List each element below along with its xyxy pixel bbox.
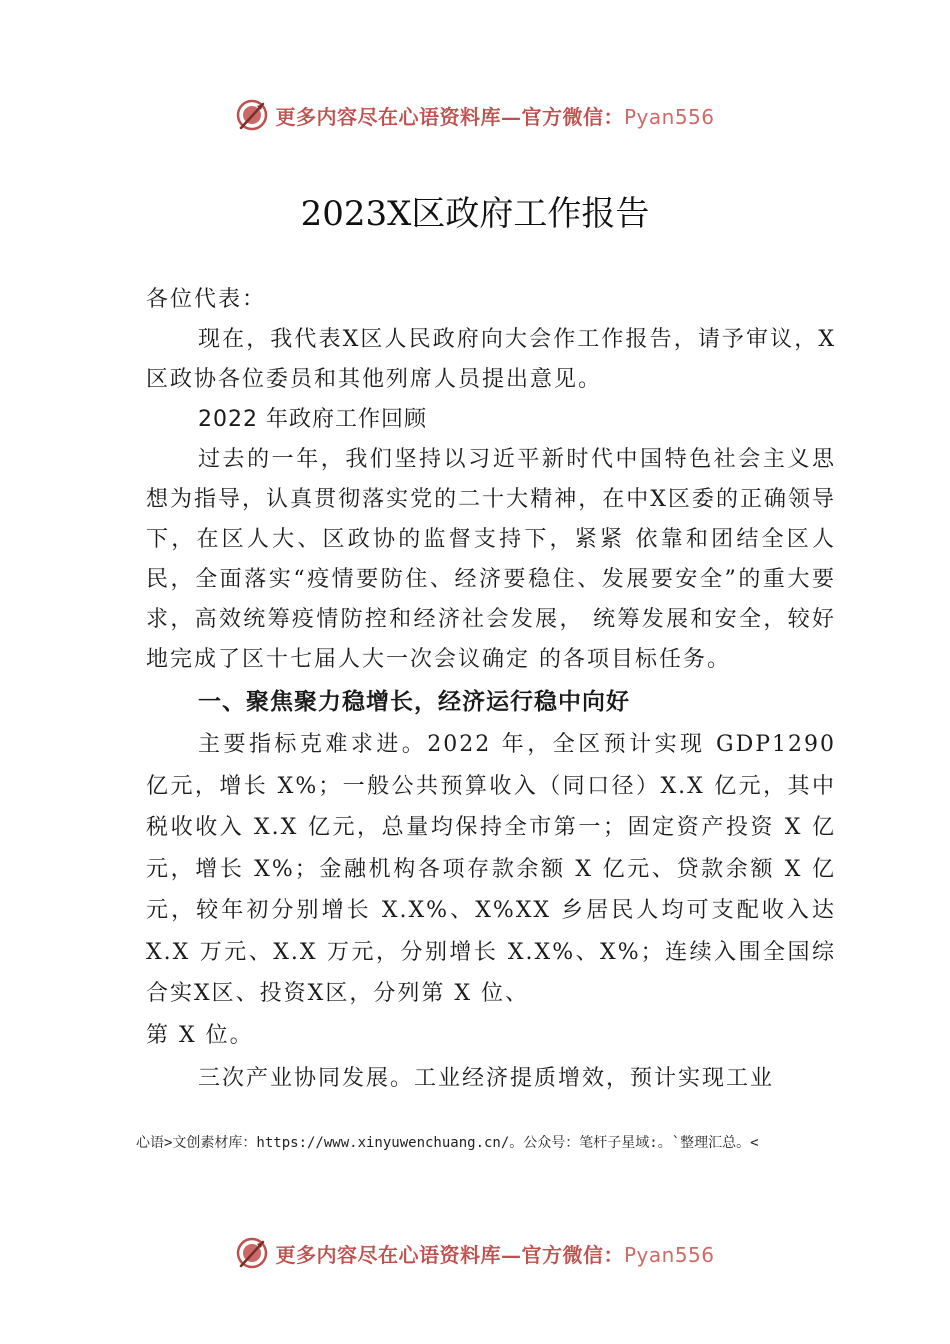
banner-label: 更多内容尽在心语资料库—官方微信： [275,1242,624,1267]
review-paragraph: 过去的一年，我们坚持以习近平新时代中国特色社会主义思想为指导，认真贯彻落实党的二十大精神，在中X区委的正确领导下，在区人大、区政协的监督支持下，紧紧 依靠和团结全区人民，全面落实“疫情要防住、经济要稳住、发展要安全”的重大要求，高效统筹疫情防控和经济社会发展， 统筹发展和安全，较好地完成了区十七届人大一次会议确定 的各项目标任务。 [146,447,836,672]
top-banner [0,95,950,135]
banner-text [275,1239,714,1268]
bottom-banner [0,1233,950,1273]
section-heading: 2022 年政府工作回顾 [198,407,427,432]
part1-tail: 第 X 位。 [146,1022,254,1048]
footer-note: 心语>文创素材库：https://www.xinyuwenchuang.cn/。公众号：笔杆子星域:。`整理汇总。< [136,1135,759,1151]
quill-seal-icon [235,98,269,132]
part1-paragraph: 主要指标克难求进。2022 年，全区预计实现 GDP1290 亿元，增长 X%；一般公共预算收入（同口径）X.X 亿元，其中税收收入 X.X 亿元，总量均保持全市第一；固定资产投资 X 亿元，增长 X%；金融机构各项存款余额 X 亿元、贷款余额 X 亿元，较年初分别增长 X.X%、X%XX 乡居民人均可支配收入达 X.X 万元、X.X 万元，分别增长 X.X%、X%；连续入围全国综合实X区、投资X区，分列第 X 位、 [146,732,836,1006]
part1-heading: 一、聚焦聚力稳增长，经济运行稳中向好 [198,689,630,715]
quill-seal-icon [235,1236,269,1270]
document-title: 2023X区政府工作报告 [300,194,650,234]
intro-paragraph: 现在，我代表X区人民政府向大会作工作报告，请予审议，X区政协各位委员和其他列席人员提出意见。 [146,327,836,392]
part1-section [146,724,836,1100]
salutation: 各位代表： [146,287,267,312]
banner-wechat-id: Pyan556 [623,104,715,129]
banner-text [275,101,714,130]
part2-start: 三次产业协同发展。工业经济提质增效，预计实现工业 [198,1066,775,1091]
document-body [146,280,836,1100]
banner-wechat-id: Pyan556 [623,1242,715,1267]
banner-label: 更多内容尽在心语资料库—官方微信： [275,104,624,129]
